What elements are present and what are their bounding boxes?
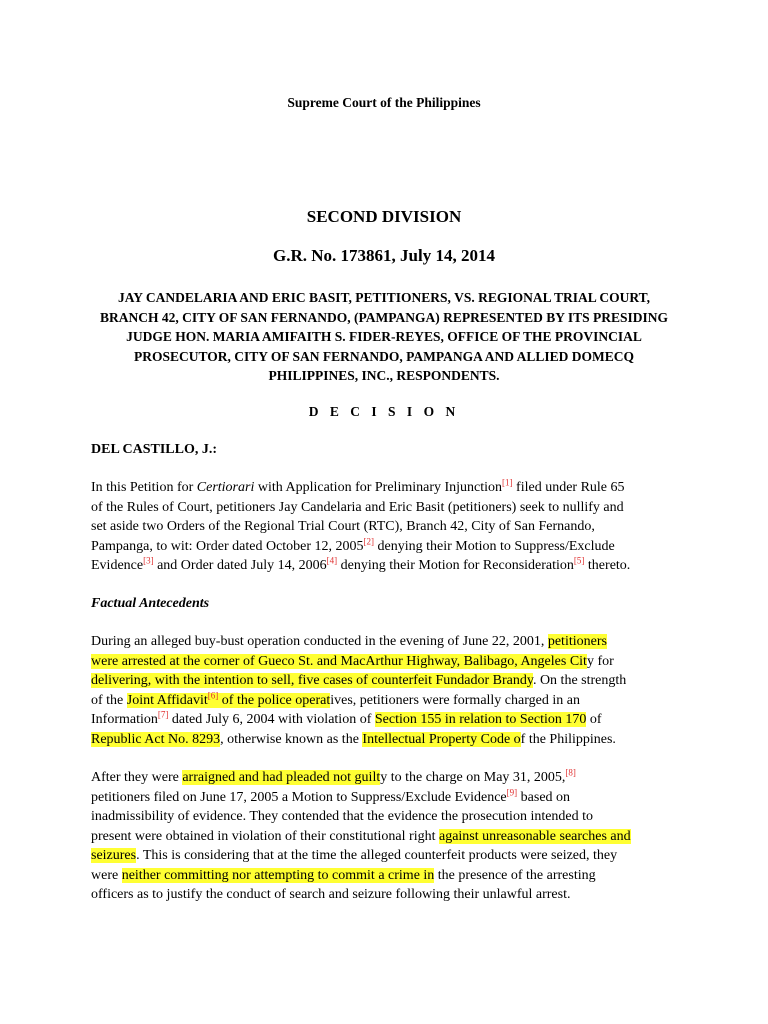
highlighted-text: petitioners xyxy=(547,634,607,649)
ponente: DEL CASTILLO, J.: xyxy=(91,442,218,457)
text-run: y to the charge on May 31, 2005, xyxy=(380,770,566,785)
highlighted-text: Intellectual Property Code o xyxy=(362,731,521,747)
footnote-ref[interactable]: [3] xyxy=(143,555,154,566)
text-run: Information xyxy=(91,712,158,727)
footnote-ref[interactable]: [5] xyxy=(573,555,585,566)
text-run: of the xyxy=(91,692,127,708)
decision-label: D E C I S I O N xyxy=(308,404,460,419)
text-run: Pampanga, to wit: Order dated October 12, 2005 xyxy=(91,538,364,554)
text-line: of the Rules of Court, petitioners Jay Candelaria and Eric Basit (petitioners) seek to nullify and xyxy=(91,499,624,515)
text-run: denying their Motion for Reconsideration xyxy=(337,558,574,573)
text-run: with Application for Preliminary Injunction xyxy=(254,480,503,495)
highlighted-text: delivering, with the intention to sell, five cases of counterfeit Fundador Brandy xyxy=(91,673,533,688)
text-line: officers as to justify the conduct of search and seizure following their unlawful arrest. xyxy=(91,887,571,902)
text-run: the presence of the arresting xyxy=(434,867,596,883)
section-heading: Factual Antecedents xyxy=(91,596,210,611)
text-run-italic: Certiorari xyxy=(196,480,255,495)
text-run: . On the strength xyxy=(532,673,627,688)
text-run: denying their Motion to Suppress/Exclude xyxy=(374,538,615,554)
text-run: In this Petition for xyxy=(91,480,197,495)
text-run: f the Philippines. xyxy=(520,731,616,747)
paragraph-motion xyxy=(91,768,681,905)
parties-line: JAY CANDELARIA AND ERIC BASIT, PETITIONERS, VS. REGIONAL TRIAL COURT, xyxy=(117,290,651,305)
text-run: After they were xyxy=(91,770,183,785)
highlighted-text: seizures xyxy=(91,848,137,863)
case-number: G.R. No. 173861, July 14, 2014 xyxy=(273,246,495,265)
highlighted-text: Republic Act No. 8293 xyxy=(91,731,221,747)
footnote-ref[interactable]: [2] xyxy=(363,535,375,546)
text-run: , otherwise known as the xyxy=(220,731,363,747)
highlighted-text: Section 155 in relation to Section 170 xyxy=(374,712,587,727)
text-run: filed under Rule 65 xyxy=(512,480,625,495)
parties-line: PROSECUTOR, CITY OF SAN FERNANDO, PAMPANGA AND ALLIED DOMECQ xyxy=(133,348,635,364)
case-parties xyxy=(90,288,678,386)
text-run: of the police operat xyxy=(218,692,331,708)
parties-line: JUDGE HON. MARIA AMIFAITH S. FIDER-REYES, OFFICE OF THE PROVINCIAL xyxy=(126,329,642,345)
footnote-ref[interactable]: [6] xyxy=(207,689,219,700)
text-run: Joint Affidavit xyxy=(126,692,208,708)
text-run: y for xyxy=(586,653,614,669)
highlighted-text: neither committing nor attempting to commit a crime in xyxy=(121,867,435,883)
parties-line: BRANCH 42, CITY OF SAN FERNANDO, (PAMPANGA) REPRESENTED BY ITS PRESIDING xyxy=(99,309,669,325)
footnote-ref[interactable]: [8] xyxy=(565,767,576,778)
text-line: set aside two Orders of the Regional Trial Court (RTC), Branch 42, City of San Fernando, xyxy=(91,519,595,534)
text-run: dated July 6, 2004 with violation of xyxy=(168,712,375,727)
text-line: inadmissibility of evidence. They contended that the evidence the prosecution intended to xyxy=(91,809,594,824)
highlighted-text xyxy=(126,689,331,708)
text-run: Evidence xyxy=(91,558,144,573)
footnote-ref[interactable]: [4] xyxy=(326,555,338,566)
paragraph-facts xyxy=(91,632,681,749)
text-run: petitioners filed on June 17, 2005 a Motion to Suppress/Exclude Evidence xyxy=(91,789,507,805)
text-run: ives, petitioners were formally charged in an xyxy=(330,692,580,708)
paragraph-petition xyxy=(91,478,681,576)
parties-line: PHILIPPINES, INC., RESPONDENTS. xyxy=(268,368,500,384)
highlighted-text: arraigned and had pleaded not guilt xyxy=(182,770,381,785)
footnote-ref[interactable]: [7] xyxy=(157,709,169,720)
text-run: were xyxy=(91,867,122,883)
footnote-ref[interactable]: [9] xyxy=(506,786,518,797)
text-run: During an alleged buy-bust operation conducted in the evening of June 22, 2001, xyxy=(91,634,548,649)
court-name: Supreme Court of the Philippines xyxy=(287,95,481,110)
text-run: based on xyxy=(517,789,571,805)
text-run: present were obtained in violation of their constitutional right xyxy=(91,828,439,844)
text-run: thereto. xyxy=(584,558,631,573)
footnote-ref[interactable]: [1] xyxy=(502,477,513,488)
division-title: SECOND DIVISION xyxy=(306,207,462,226)
highlighted-text: were arrested at the corner of Gueco St. and MacArthur Highway, Balibago, Angeles Cit xyxy=(91,653,587,669)
text-run: of xyxy=(586,712,602,727)
text-run: . This is considering that at the time the alleged counterfeit products were seized, they xyxy=(136,848,618,863)
text-run: and Order dated July 14, 2006 xyxy=(153,558,327,573)
highlighted-text: against unreasonable searches and xyxy=(438,828,631,844)
